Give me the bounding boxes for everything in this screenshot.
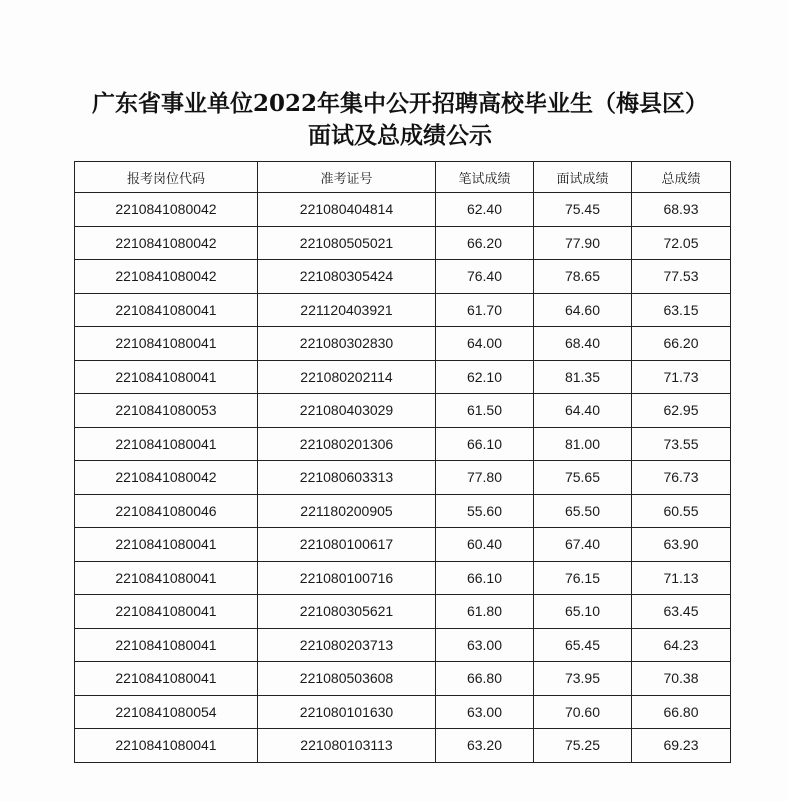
title-block xyxy=(0,88,788,152)
cell-written-score: 63.00 xyxy=(436,695,534,729)
cell-total-score: 63.45 xyxy=(632,595,731,629)
table-row xyxy=(75,628,731,662)
table-row xyxy=(75,260,731,294)
cell-total-score: 73.55 xyxy=(632,427,731,461)
header-position-code: 报考岗位代码 xyxy=(75,162,258,193)
cell-position-code: 2210841080041 xyxy=(75,528,258,562)
cell-total-score: 71.73 xyxy=(632,360,731,394)
table-row xyxy=(75,528,731,562)
cell-written-score: 62.40 xyxy=(436,193,534,227)
cell-written-score: 76.40 xyxy=(436,260,534,294)
table-row xyxy=(75,293,731,327)
cell-exam-id: 221080100716 xyxy=(258,561,436,595)
cell-interview-score: 81.00 xyxy=(534,427,632,461)
cell-exam-id: 221080202114 xyxy=(258,360,436,394)
cell-written-score: 61.70 xyxy=(436,293,534,327)
cell-total-score: 77.53 xyxy=(632,260,731,294)
cell-written-score: 61.80 xyxy=(436,595,534,629)
cell-position-code: 2210841080042 xyxy=(75,260,258,294)
cell-total-score: 66.80 xyxy=(632,695,731,729)
cell-position-code: 2210841080046 xyxy=(75,494,258,528)
document-title: 广东省事业单位2022年集中公开招聘高校毕业生（梅县区） xyxy=(91,90,708,117)
cell-position-code: 2210841080042 xyxy=(75,193,258,227)
cell-exam-id: 221080302830 xyxy=(258,327,436,361)
cell-interview-score: 65.45 xyxy=(534,628,632,662)
cell-interview-score: 64.40 xyxy=(534,394,632,428)
cell-exam-id: 221080603313 xyxy=(258,461,436,495)
cell-total-score: 63.15 xyxy=(632,293,731,327)
cell-interview-score: 76.15 xyxy=(534,561,632,595)
cell-written-score: 60.40 xyxy=(436,528,534,562)
cell-interview-score: 77.90 xyxy=(534,226,632,260)
cell-total-score: 68.93 xyxy=(632,193,731,227)
cell-exam-id: 221080305621 xyxy=(258,595,436,629)
cell-written-score: 55.60 xyxy=(436,494,534,528)
cell-position-code: 2210841080041 xyxy=(75,628,258,662)
cell-exam-id: 221080305424 xyxy=(258,260,436,294)
cell-position-code: 2210841080042 xyxy=(75,226,258,260)
header-interview-score: 面试成绩 xyxy=(534,162,632,193)
table-row xyxy=(75,226,731,260)
cell-total-score: 70.38 xyxy=(632,662,731,696)
cell-total-score: 76.73 xyxy=(632,461,731,495)
cell-position-code: 2210841080041 xyxy=(75,360,258,394)
table-row xyxy=(75,427,731,461)
document-subtitle: 面试及总成绩公示 xyxy=(308,122,492,149)
cell-position-code: 2210841080053 xyxy=(75,394,258,428)
table-row xyxy=(75,494,731,528)
cell-exam-id: 221080101630 xyxy=(258,695,436,729)
cell-written-score: 77.80 xyxy=(436,461,534,495)
cell-interview-score: 65.10 xyxy=(534,595,632,629)
cell-exam-id: 221080404814 xyxy=(258,193,436,227)
cell-position-code: 2210841080041 xyxy=(75,561,258,595)
cell-written-score: 64.00 xyxy=(436,327,534,361)
cell-total-score: 63.90 xyxy=(632,528,731,562)
cell-exam-id: 221080201306 xyxy=(258,427,436,461)
cell-position-code: 2210841080041 xyxy=(75,293,258,327)
cell-interview-score: 67.40 xyxy=(534,528,632,562)
cell-interview-score: 78.65 xyxy=(534,260,632,294)
cell-position-code: 2210841080042 xyxy=(75,461,258,495)
cell-written-score: 66.10 xyxy=(436,561,534,595)
table-row xyxy=(75,360,731,394)
cell-interview-score: 81.35 xyxy=(534,360,632,394)
table-row xyxy=(75,193,731,227)
cell-interview-score: 75.45 xyxy=(534,193,632,227)
cell-interview-score: 70.60 xyxy=(534,695,632,729)
cell-interview-score: 68.40 xyxy=(534,327,632,361)
table-row xyxy=(75,561,731,595)
table-row xyxy=(75,695,731,729)
header-written-score: 笔试成绩 xyxy=(436,162,534,193)
cell-total-score: 69.23 xyxy=(632,729,731,763)
cell-exam-id: 221120403921 xyxy=(258,293,436,327)
table-row xyxy=(75,595,731,629)
cell-exam-id: 221080100617 xyxy=(258,528,436,562)
cell-exam-id: 221080503608 xyxy=(258,662,436,696)
cell-exam-id: 221080103113 xyxy=(258,729,436,763)
cell-exam-id: 221080403029 xyxy=(258,394,436,428)
cell-written-score: 62.10 xyxy=(436,360,534,394)
table-body xyxy=(75,193,731,763)
table-row xyxy=(75,394,731,428)
cell-total-score: 72.05 xyxy=(632,226,731,260)
cell-written-score: 66.80 xyxy=(436,662,534,696)
scores-table xyxy=(74,161,731,763)
header-total-score: 总成绩 xyxy=(632,162,731,193)
cell-interview-score: 75.25 xyxy=(534,729,632,763)
cell-exam-id: 221080505021 xyxy=(258,226,436,260)
cell-written-score: 63.00 xyxy=(436,628,534,662)
cell-total-score: 71.13 xyxy=(632,561,731,595)
cell-interview-score: 73.95 xyxy=(534,662,632,696)
table-row xyxy=(75,461,731,495)
table-header xyxy=(75,162,731,193)
cell-position-code: 2210841080041 xyxy=(75,662,258,696)
cell-total-score: 64.23 xyxy=(632,628,731,662)
table-row xyxy=(75,729,731,763)
cell-exam-id: 221180200905 xyxy=(258,494,436,528)
cell-exam-id: 221080203713 xyxy=(258,628,436,662)
cell-total-score: 62.95 xyxy=(632,394,731,428)
cell-interview-score: 65.50 xyxy=(534,494,632,528)
cell-position-code: 2210841080054 xyxy=(75,695,258,729)
table-row xyxy=(75,327,731,361)
cell-written-score: 61.50 xyxy=(436,394,534,428)
cell-written-score: 66.20 xyxy=(436,226,534,260)
header-exam-id: 准考证号 xyxy=(258,162,436,193)
cell-interview-score: 64.60 xyxy=(534,293,632,327)
header-row xyxy=(75,162,731,193)
cell-total-score: 60.55 xyxy=(632,494,731,528)
cell-position-code: 2210841080041 xyxy=(75,327,258,361)
table-row xyxy=(75,662,731,696)
cell-written-score: 66.10 xyxy=(436,427,534,461)
cell-written-score: 63.20 xyxy=(436,729,534,763)
cell-interview-score: 75.65 xyxy=(534,461,632,495)
cell-position-code: 2210841080041 xyxy=(75,427,258,461)
cell-position-code: 2210841080041 xyxy=(75,595,258,629)
cell-position-code: 2210841080041 xyxy=(75,729,258,763)
cell-total-score: 66.20 xyxy=(632,327,731,361)
